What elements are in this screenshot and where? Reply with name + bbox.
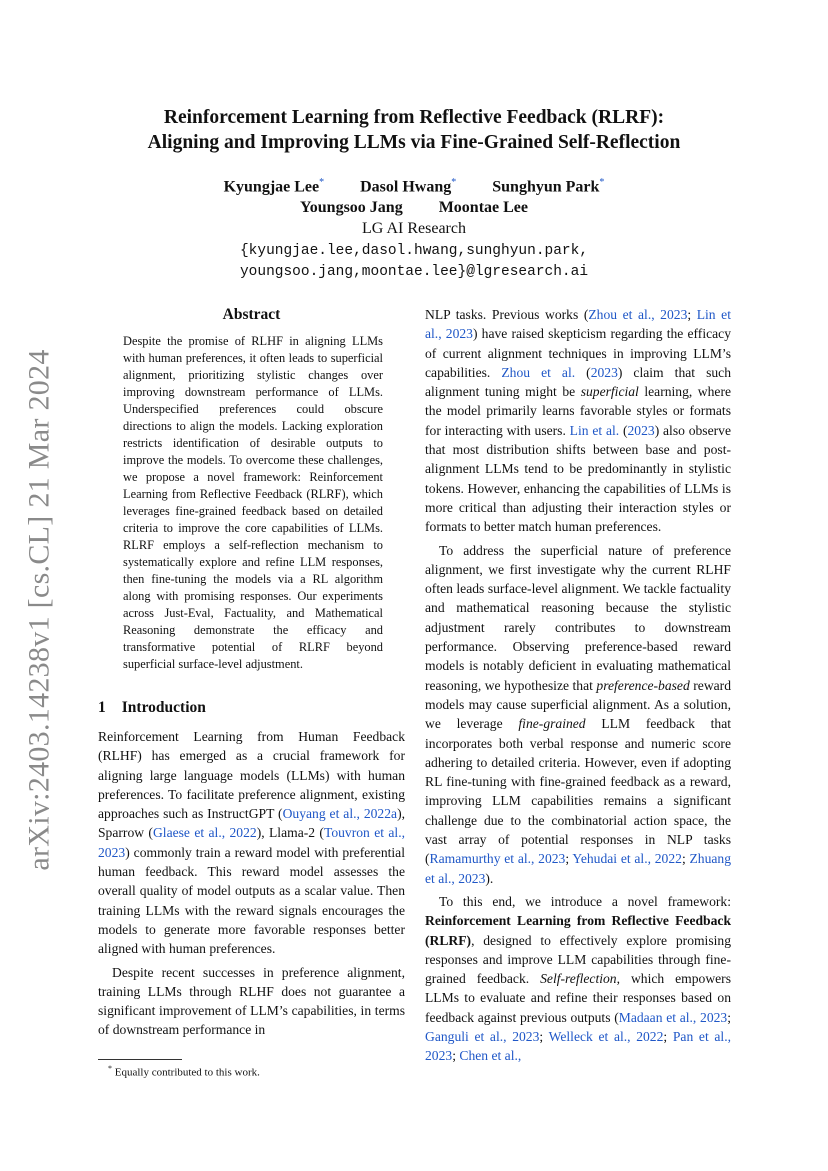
footnote — [108, 1064, 260, 1079]
citation-link[interactable]: Zhuang et al., 2023 — [425, 851, 731, 886]
right-column — [425, 305, 731, 1066]
section-number: 1 — [98, 699, 106, 716]
text-run: To address the superficial nature of preference alignment, we first investigate why the current RLHF often leads surface-level alignment. We tackle factuality and mathematical reasoning because the stylistic adjustment rarely contributes to downstream performance. Observing preference-based reward models is notably deficient in evaluating mathematical reasoning, we hypothesize that — [425, 542, 731, 693]
citation-link[interactable]: Lin et al. — [569, 422, 620, 438]
text-run: ) also observe that most distribution shifts between base and post-alignment LLMs tend to be predominantly in stylistic tokens. However, enhancing the capabilities of LLMs is more critical than adjusting their interaction styles or formats to better match human preferences. — [425, 422, 731, 535]
intro-paragraph-1 — [98, 727, 405, 959]
text-run: ; — [681, 851, 690, 867]
text-run: ). — [485, 870, 494, 886]
author-name: Moontae Lee — [438, 199, 528, 217]
arxiv-id-text: arXiv:2403.14238v1 [cs.CL] 21 Mar 2024 — [23, 349, 57, 871]
author-name: Youngsoo Jang — [299, 199, 403, 217]
text-run: LLM feedback that incorporates both verbal response and numeric score adhering to detailed criteria. However, even if adopting RL fine-tuning with fine-grained feedback as a reward, improving LLM capabilities remains a significant challenge due to the combinatorial action space, the vast array of potential responses in NLP tasks ( — [425, 716, 732, 867]
affiliation: LG AI Research — [362, 220, 466, 238]
text-run: To this end, we introduce a novel framework: — [439, 893, 731, 909]
citation-link[interactable]: Ramamurthy et al., 2023 — [429, 851, 566, 867]
author-name: Dasol Hwang* — [360, 177, 457, 196]
paper-title — [100, 105, 728, 155]
section-heading-introduction — [98, 699, 405, 717]
citation-link[interactable]: 2023 — [590, 364, 618, 380]
abstract-heading: Abstract — [222, 306, 281, 323]
title-line-2: Aligning and Improving LLMs via Fine-Grained Self-Reflection — [147, 132, 681, 153]
text-run: ) claim that such alignment tuning might be — [425, 364, 731, 400]
emphasis-text: Self-reflection — [540, 971, 617, 987]
text-run: NLP tasks. Previous works ( — [425, 307, 589, 322]
emphasis-text: superficial — [580, 384, 639, 400]
citation-link[interactable]: Ouyang et al., 2022a — [282, 806, 398, 822]
text-run: Despite recent successes in preference alignment, training LLMs through RLHF does not guarantee a significant improvement of LLM’s capabilities, in terms of downstream performance in — [98, 964, 405, 1038]
citation-link[interactable]: Yehudai et al., 2022 — [572, 851, 682, 867]
text-run: Reinforcement Learning from Human Feedback (RLHF) has emerged as a crucial framework for aligning large language models (LLMs) with human preferences. To facilitate preference alignment, existing approaches such as InstructGPT ( — [98, 729, 405, 822]
citation-link[interactable]: Glaese et al., 2022 — [152, 825, 257, 841]
intro-paragraph-2 — [98, 963, 405, 1040]
intro-paragraph-3 — [425, 305, 731, 537]
text-run: ; — [687, 307, 697, 322]
text-run: ) have raised skepticism regarding the efficacy of current alignment techniques in improving LLM’s capabilities. — [425, 326, 731, 380]
left-column — [98, 306, 405, 1040]
author-block — [100, 172, 728, 283]
footnote-divider — [98, 1059, 182, 1060]
arxiv-identifier-stamp — [18, 349, 62, 871]
text-run: learning, where the model primarily learns favorable styles or formats for interacting with users. — [425, 384, 731, 438]
citation-link[interactable]: Zhou et al., 2023 — [588, 307, 688, 322]
equal-contribution-mark: * — [319, 177, 325, 188]
citation-link[interactable]: Touvron et al., 2023 — [98, 825, 406, 860]
citation-link[interactable]: 2023 — [627, 422, 655, 438]
citation-link[interactable]: Madaan et al., 2023 — [618, 1009, 728, 1025]
intro-paragraph-5 — [425, 892, 731, 1066]
text-run: ), Llama-2 ( — [256, 825, 324, 841]
author-row-2 — [100, 197, 728, 218]
abstract-text: Despite the promise of RLHF in aligning LLMs with human preferences, it often leads to superficial alignment, prioritizing stylistic changes over improving downstream performance of LLMs. Underspecified preferences could obscure directions to align the models. Lacking exploration restricts identification of desirable outputs to improve the models. To overcome these challenges, we propose a novel framework: Reinforcement Learning from Reflective Feedback (RLRF), which leverages fine-grained feedback based on detailed criteria to improve the core capabilities of LLMs. RLRF employs a self-reflection mechanism to systematically explore and refine LLM responses, then fine-tuning the models via a RL algorithm along with promising responses. Our experiments across Just-Eval, Factuality, and Mathematical Reasoning demonstrate the efficacy and transformative potential of RLRF beyond superficial surface-level adjustment. — [123, 334, 383, 671]
text-run: ( — [619, 422, 628, 438]
citation-link[interactable]: Pan et al., 2023 — [425, 1028, 731, 1064]
text-run: ) commonly train a reward model with preferential human feedback. This reward model assesses the overall quality of model outputs as a scalar value. Then training LLMs with the reward signals encourages the models to generate more favorable responses better aligned with human preferences. — [98, 844, 405, 957]
footnote-mark: * — [108, 1064, 112, 1073]
intro-paragraph-4 — [425, 541, 731, 888]
text-run: ; — [565, 851, 573, 867]
text-run: ; — [452, 1048, 460, 1064]
author-name: Sunghyun Park* — [492, 177, 605, 196]
footnote-text: Equally contributed to this work. — [114, 1066, 260, 1079]
bold-text: Reinforcement Learning from Reflective Feedback (RLRF) — [425, 913, 731, 948]
equal-contribution-mark: * — [451, 177, 457, 188]
text-run: ), Sparrow ( — [98, 806, 405, 841]
citation-link[interactable]: Zhou et al. — [501, 364, 576, 380]
text-run: reward models may cause superficial alignment. As a solution, we leverage — [425, 677, 731, 732]
title-line-1: Reinforcement Learning from Reflective Feedback (RLRF): — [163, 107, 665, 128]
text-run: ; — [539, 1028, 549, 1044]
section-title: Introduction — [121, 699, 206, 716]
email-line-1: {kyungjae.lee,dasol.hwang,sunghyun.park, — [239, 243, 589, 260]
text-run: ( — [575, 364, 591, 380]
citation-link[interactable]: Ganguli et al., 2023 — [425, 1028, 540, 1044]
equal-contribution-mark: * — [599, 177, 605, 188]
text-run: ; — [663, 1028, 673, 1044]
text-run: ; — [727, 1009, 731, 1025]
citation-link[interactable]: Welleck et al., 2022 — [548, 1028, 664, 1044]
text-run: , which empowers LLMs to evaluate and refine their responses based on feedback against previous outputs ( — [425, 971, 731, 1025]
emphasis-text: preference-based — [596, 677, 690, 693]
email-line-2: youngsoo.jang,moontae.lee}@lgresearch.ai — [239, 264, 589, 281]
citation-link[interactable]: Chen et al., — [459, 1048, 522, 1064]
emphasis-text: fine-grained — [518, 716, 586, 732]
text-run: , designed to effectively explore promising responses and improve LLM capabilities through fine-grained feedback. — [425, 932, 731, 987]
author-row-1 — [100, 172, 728, 197]
author-emails — [100, 241, 728, 283]
author-name: Kyungjae Lee* — [223, 177, 325, 196]
citation-link[interactable]: Lin et al., 2023 — [425, 307, 731, 342]
